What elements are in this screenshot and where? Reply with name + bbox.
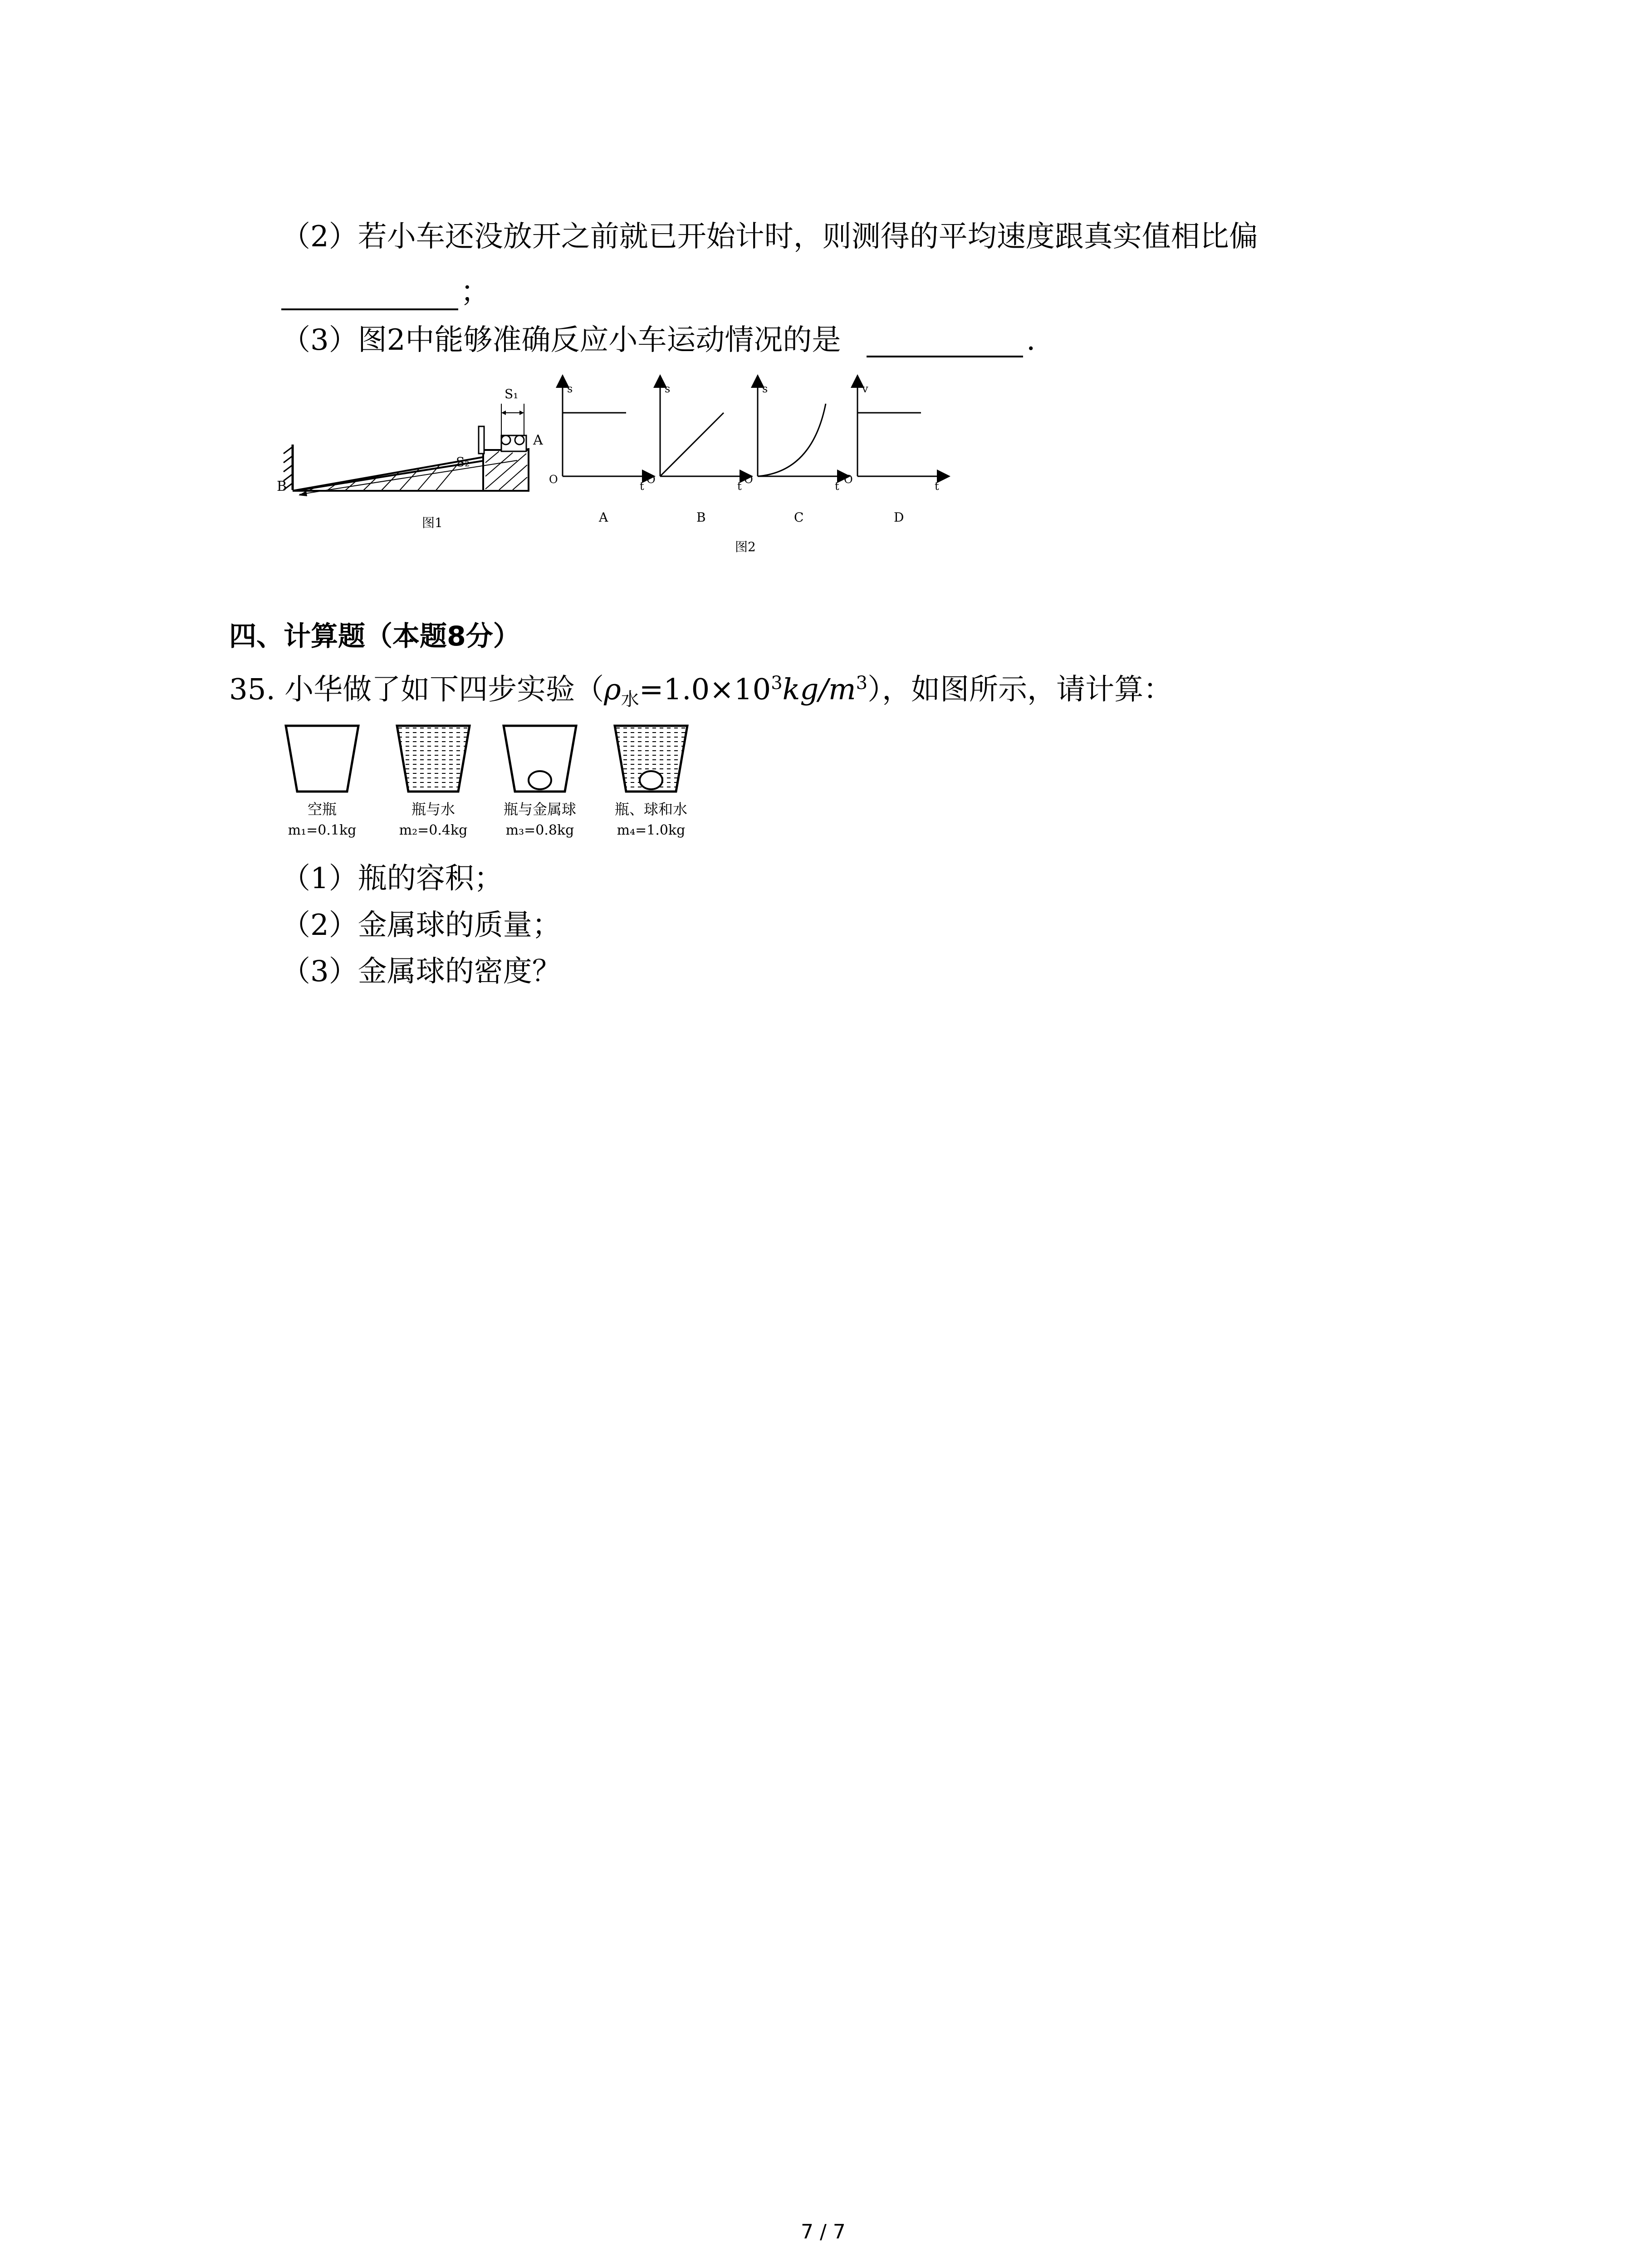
- graph-origin-label: O: [844, 473, 853, 486]
- q35-stem-pre: 小华做了如下四步实验（: [284, 673, 604, 707]
- q34-part2-tail: ；: [460, 275, 490, 309]
- bottle-label: 空瓶: [307, 801, 337, 818]
- graph-x-axis-label: t: [935, 480, 939, 493]
- q35-sub3: （3）金属球的密度？: [281, 955, 561, 988]
- figure-2-graphs: [544, 372, 962, 562]
- graph-letter-label: B: [696, 510, 706, 525]
- metal-ball: [529, 771, 551, 789]
- graph-letter-label: C: [794, 510, 804, 525]
- q35-stem: [229, 674, 1172, 709]
- graph-x-axis-label: t: [835, 480, 839, 493]
- q35-unit: kg/m: [782, 673, 856, 707]
- q34-part2-text: （2）若小车还没放开之前就已开始计时，则测得的平均速度跟真实值相比偏: [281, 220, 1258, 254]
- bottle-mass: m₄=1.0kg: [617, 822, 686, 838]
- graph-b: [647, 381, 746, 525]
- bottle-mass: m₁=0.1kg: [288, 822, 357, 838]
- metal-ball: [640, 771, 662, 789]
- q35-eq-value: =1.0×10: [639, 673, 771, 707]
- section-4-heading: 四、计算题（本题8分）: [229, 621, 520, 652]
- q35-sub2: （2）金属球的质量；: [281, 909, 561, 942]
- q34-part3-text: （3）图2中能够准确反应小车运动情况的是: [281, 323, 841, 357]
- q35-rho: ρ: [604, 673, 621, 707]
- bottle-mass: m₃=0.8kg: [505, 822, 574, 838]
- q35-number: 35.: [229, 673, 275, 707]
- q35-rho-sub: 水: [621, 689, 639, 710]
- graph-c: [744, 381, 844, 525]
- fig1-s1-label: S₁: [505, 386, 519, 401]
- q34-part3-tail: .: [1026, 323, 1036, 357]
- fig1-s2-label: S₂: [456, 455, 470, 469]
- page-number: 7 / 7: [801, 2220, 846, 2244]
- graph-y-axis-label: s: [762, 382, 768, 395]
- graph-d: [844, 381, 944, 525]
- bottles-figure: [281, 721, 708, 857]
- graph-origin-label: O: [744, 473, 753, 486]
- fig1-b-label: B: [277, 479, 287, 494]
- graph-x-axis-label: t: [737, 480, 742, 493]
- bottle-mass: m₂=0.4kg: [399, 822, 468, 838]
- bottle-empty: [286, 726, 358, 792]
- bottle-label: 瓶与水: [411, 801, 456, 818]
- bottle-label: 瓶、球和水: [614, 801, 688, 818]
- figure-1-incline: [272, 372, 554, 540]
- graph-letter-label: D: [894, 510, 904, 525]
- q35-sub1: （1）瓶的容积；: [281, 862, 503, 895]
- graph-y-axis-label: s: [567, 382, 573, 395]
- graph-x-axis-label: t: [640, 480, 644, 493]
- fig2-caption: 图2: [735, 539, 756, 554]
- q35-exp1: 3: [771, 673, 783, 694]
- fig1-caption: 图1: [422, 515, 443, 530]
- graph-c-curve: [758, 404, 826, 476]
- graph-y-axis-label: v: [862, 382, 868, 395]
- graph-letter-label: A: [599, 510, 608, 525]
- bottle-with-water: [397, 726, 470, 792]
- graph-y-axis-label: s: [665, 382, 671, 395]
- q34-part2-answer-blank[interactable]: [281, 308, 458, 310]
- q35-stem-post: ），如图所示，请计算：: [867, 673, 1173, 707]
- q34-part3-answer-blank[interactable]: [867, 356, 1023, 357]
- bottle-label: 瓶与金属球: [503, 801, 577, 818]
- graph-origin-label: O: [647, 473, 656, 486]
- graph-origin-label: O: [549, 473, 558, 486]
- graph-b-curve: [660, 413, 724, 476]
- q35-exp2: 3: [856, 673, 868, 694]
- fig1-a-label: A: [533, 432, 543, 448]
- graph-a: [549, 381, 649, 525]
